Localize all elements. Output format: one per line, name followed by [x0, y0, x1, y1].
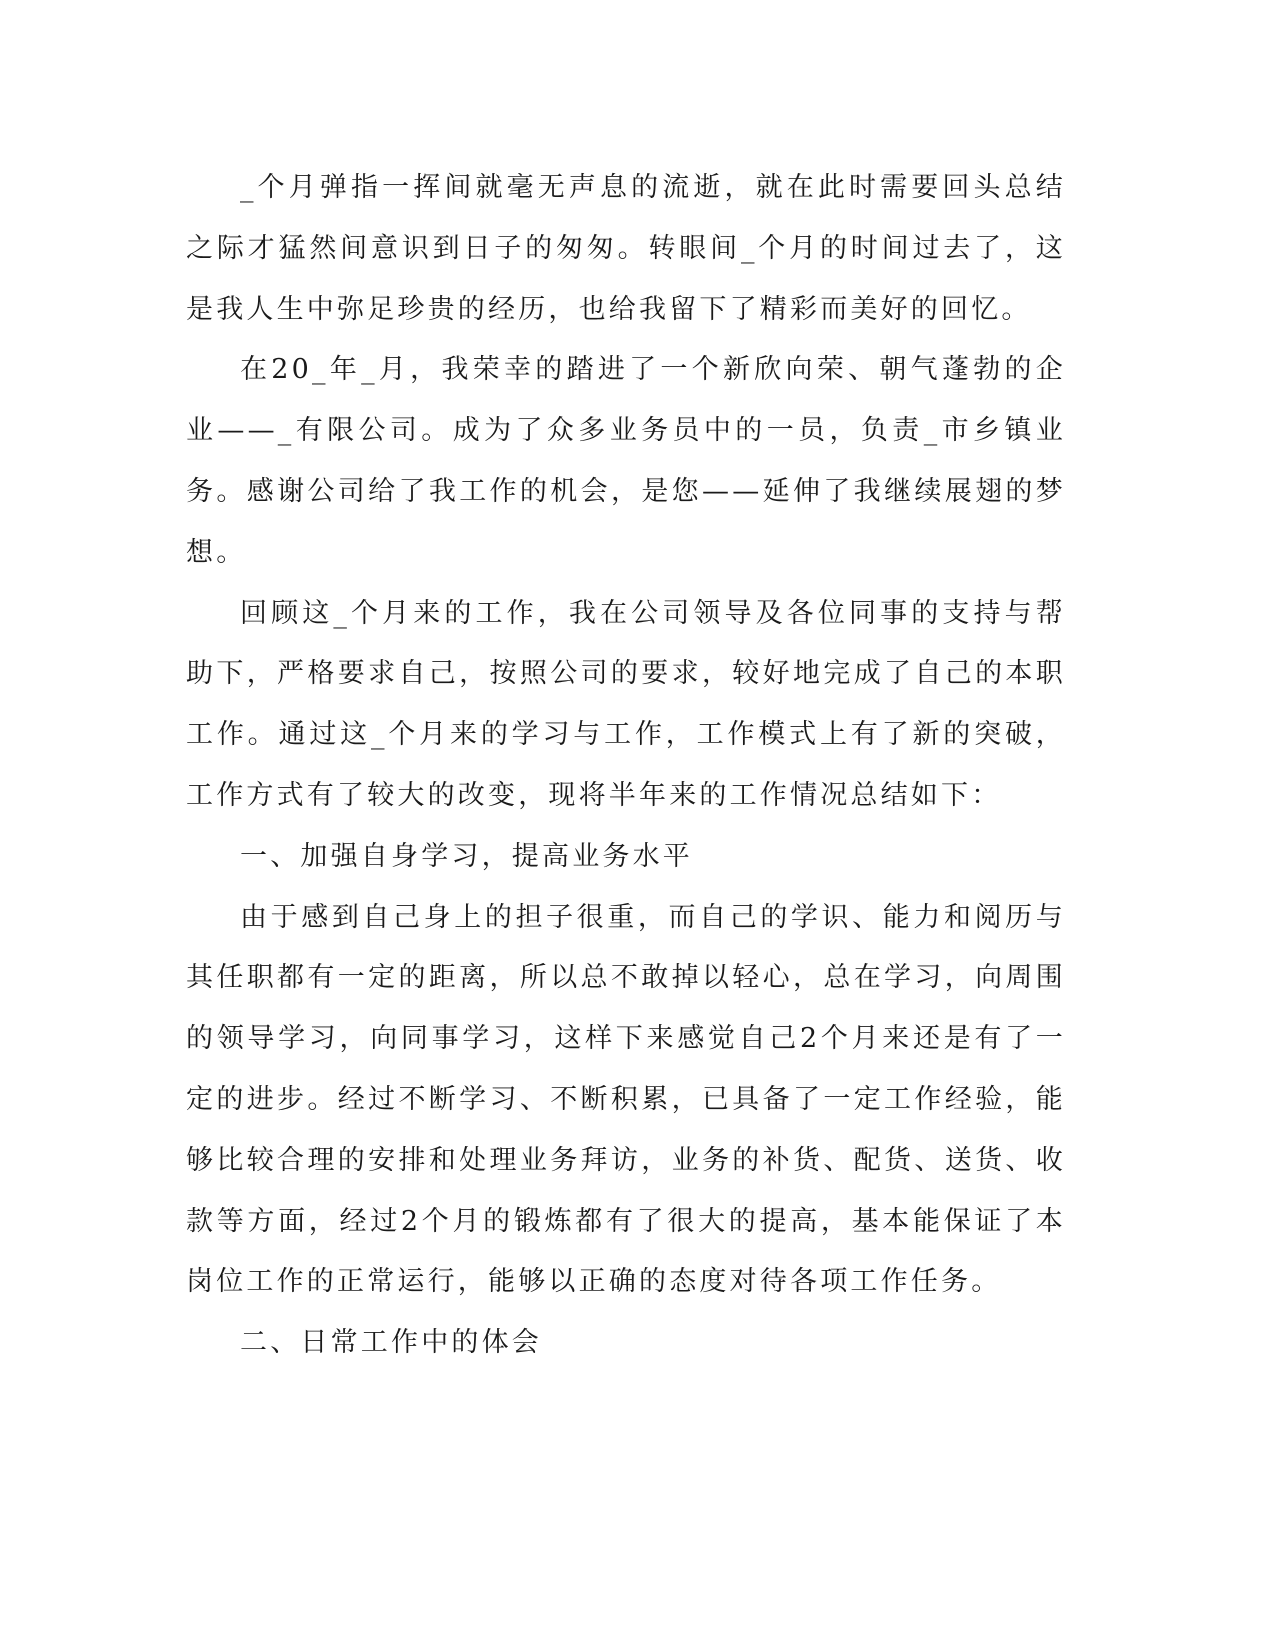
section-heading-1: 一、加强自身学习，提高业务水平 — [240, 840, 693, 872]
document-body — [186, 158, 1066, 1374]
paragraph-self-learning: 由于感到自己身上的担子很重，而自己的学识、能力和阅历与其任职都有一定的距离，所以总不敢掉以轻心，总在学习，向周围的领导学习，向同事学习，这样下来感觉自己2个月来还是有了一定的进步。经过不断学习、不断积累，已具备了一定工作经验，能够比较合理的安排和处理业务拜访，业务的补货、配货、送货、收款等方面，经过2个月的锻炼都有了很大的提高，基本能保证了本岗位工作的正常运行，能够以正确的态度对待各项工作任务。 — [186, 901, 1066, 1298]
paragraph-joining-company: 在20_年_月，我荣幸的踏进了一个新欣向荣、朝气蓬勃的企业——_有限公司。成为了众多业务员中的一员，负责_市乡镇业务。感谢公司给了我工作的机会，是您——延伸了我继续展翅的梦想。 — [186, 354, 1066, 568]
paragraph-intro: _个月弹指一挥间就毫无声息的流逝，就在此时需要回头总结之际才猛然间意识到日子的匆匆。转眼间_个月的时间过去了，这是我人生中弥足珍贵的经历，也给我留下了精彩而美好的回忆。 — [186, 172, 1066, 325]
paragraph-review: 回顾这_个月来的工作，我在公司领导及各位同事的支持与帮助下，严格要求自己，按照公司的要求，较好地完成了自己的本职工作。通过这_个月来的学习与工作，工作模式上有了新的突破，工作方式有了较大的改变，现将半年来的工作情况总结如下： — [186, 597, 1066, 811]
section-heading-2: 二、日常工作中的体会 — [240, 1327, 542, 1359]
